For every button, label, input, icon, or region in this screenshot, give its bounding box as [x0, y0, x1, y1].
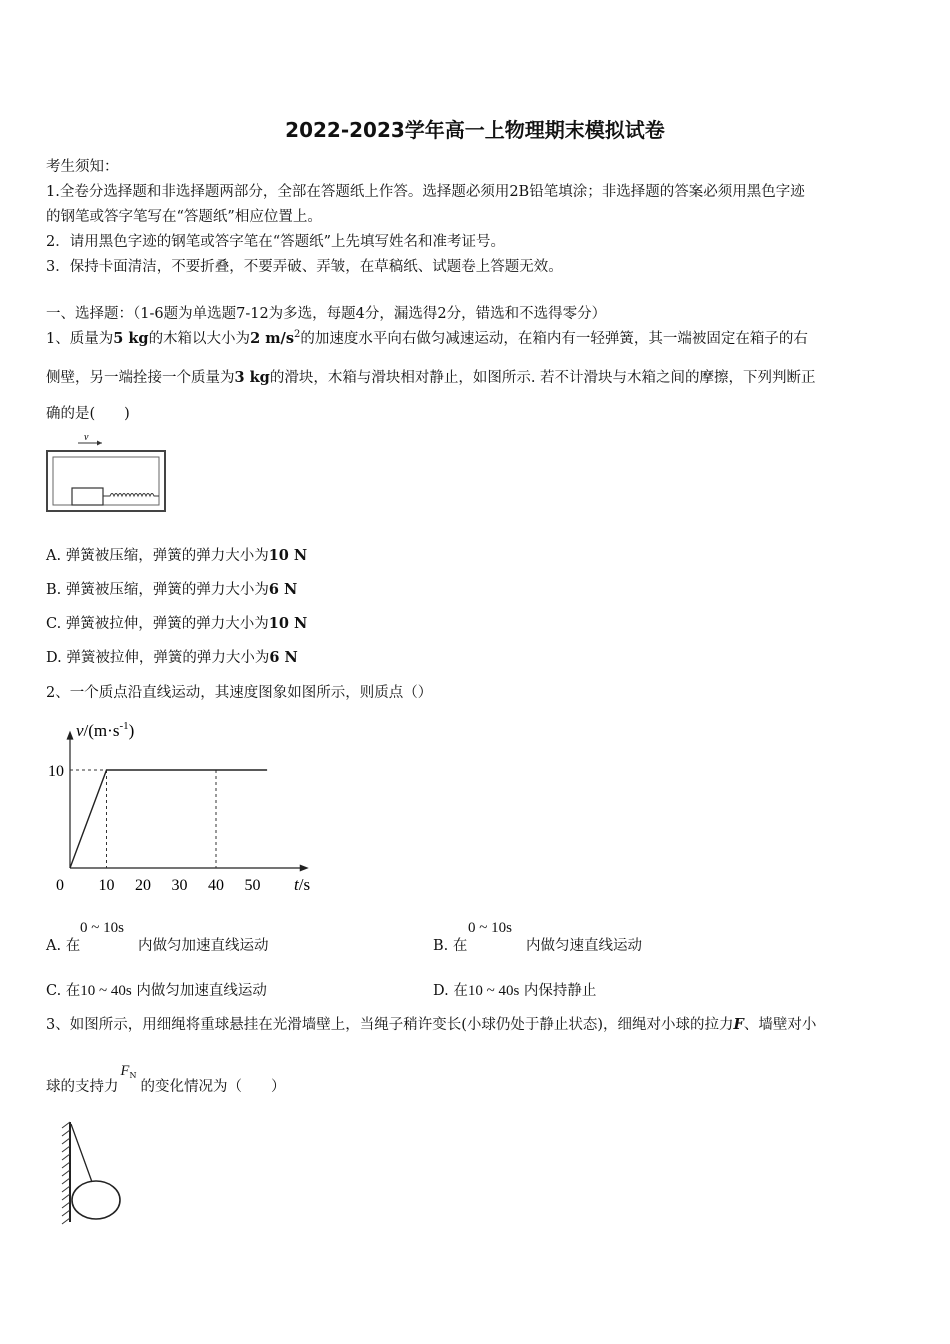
q2-stem: 2、一个质点沿直线运动，其速度图象如图所示，则质点（）: [46, 685, 433, 701]
q2-option-b: B. 在: [433, 938, 468, 954]
spring: [103, 494, 159, 497]
q2-option-d: D. 在10 ~ 40s 内保持静止: [433, 983, 597, 999]
box-outer-wall: [47, 451, 165, 511]
x-axis-label: t/s: [294, 875, 311, 894]
velocity-label: v: [84, 432, 89, 443]
y-axis-label: $v/(m\cdot s^{-1})$: [76, 720, 135, 740]
notice-heading: 考生须知：: [46, 159, 119, 175]
notice-item-3: 3．保持卡面清洁，不要折叠，不要弄破、弄皱，在草稿纸、试题卷上答题无效。: [46, 259, 563, 275]
q1-box-figure: [44, 430, 170, 514]
notice-item-2: 2．请用黑色字迹的钢笔或答字笔在“答题纸”上先填写姓名和准考证号。: [46, 234, 506, 250]
slider-block: [72, 488, 103, 505]
x-tick-label: 40: [208, 877, 224, 894]
q1-option-d: D. 弹簧被拉伸，弹簧的弹力大小为6 N: [46, 649, 298, 666]
q3-line-2: 球的支持力 F N 的变化情况为（ ）: [46, 1063, 286, 1095]
ball: [72, 1181, 120, 1219]
q2-option-a: A. 在: [46, 938, 81, 954]
q1-line-2: 侧壁，另一端拴接一个质量为3 kg的滑块，木箱与滑块相对静止，如图所示. 若不计滑块与木箱之间的摩擦，下列判断正: [46, 369, 816, 386]
y-axis-arrow: [67, 731, 74, 740]
x-tick-label: 20: [135, 877, 151, 894]
q3-line-1: 3、如图所示，用细绳将重球悬挂在光滑墙壁上，当绳子稍许变长(小球仍处于静止状态)，细绳对小球的拉力F、墙壁对小: [46, 1016, 817, 1033]
fn-symbol: F N: [120, 1063, 137, 1080]
x-tick-label: 10: [98, 877, 115, 894]
q1-option-b: B. 弹簧被压缩，弹簧的弹力大小为6 N: [46, 581, 298, 598]
velocity-arrowhead: [97, 441, 102, 446]
q1-option-a: A. 弹簧被压缩，弹簧的弹力大小为10 N: [46, 547, 308, 564]
q1-option-c: C. 弹簧被拉伸，弹簧的弹力大小为10 N: [46, 615, 308, 632]
q2-option-a-text: 内做匀加速直线运动: [138, 938, 269, 954]
section-heading: 一、选择题：（1-6题为单选题7-12为多选，每题4分，漏选得2分，错选和不选得零分）: [46, 306, 607, 322]
q1-line-1: 1、质量为5 kg的木箱以大小为2 $m/s^2$的加速度水平向右做匀减速运动，在箱内有一轻弹簧，其一端被固定在箱子的右: [46, 329, 808, 347]
x-axis-arrow: [300, 865, 309, 872]
y-tick-label: 10: [48, 763, 64, 780]
q2-option-a-range: 0 ~ 10s: [80, 920, 124, 936]
notice-item-1-cont: 的钢笔或答字笔写在“答题纸”相应位置上。: [46, 209, 322, 225]
rope: [71, 1124, 92, 1182]
x-tick-label: 50: [244, 877, 261, 894]
wall-hatching: [62, 1122, 70, 1224]
q2-option-c: C. 在10 ~ 40s 内做匀加速直线运动: [46, 983, 267, 999]
velocity-line: [70, 770, 267, 868]
notice-item-1: 1.全卷分选择题和非选择题两部分，全部在答题纸上作答。选择题必须用2B铅笔填涂；非选择题的答案必须用黑色字迹: [46, 184, 805, 200]
page-title: 2022-2023学年高一上物理期末模拟试卷: [285, 118, 665, 142]
x-tick-label: 0: [56, 877, 64, 894]
q2-option-b-text: 内做匀速直线运动: [526, 938, 642, 954]
q3-wall-ball-figure: [58, 1118, 134, 1230]
vt-chart: [40, 712, 340, 898]
q2-option-b-range: 0 ~ 10s: [468, 920, 512, 936]
x-tick-label: 30: [171, 877, 188, 894]
box-inner-wall: [53, 457, 159, 505]
q1-line-3: 确的是( ): [46, 406, 130, 422]
